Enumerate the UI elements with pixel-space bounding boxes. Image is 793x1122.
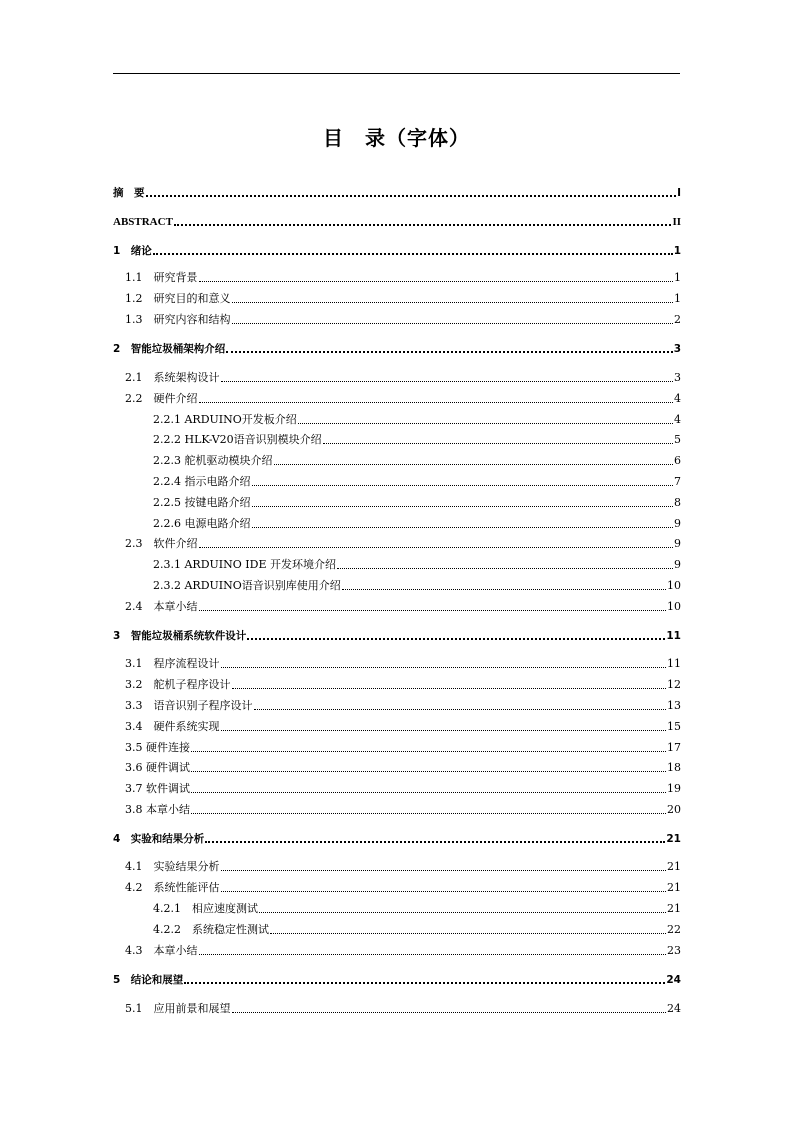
toc-entry[interactable]	[113, 578, 681, 594]
toc-entry[interactable]	[113, 214, 681, 230]
toc-entry-label: 2.3.2 ARDUINO语音识别库使用介绍	[153, 579, 341, 592]
toc-entry-page: 24	[667, 1002, 681, 1015]
toc-entry-page: 4	[674, 413, 681, 426]
toc-entry[interactable]	[113, 831, 681, 847]
toc-entry-label: 1.1 研究背景	[125, 271, 198, 284]
toc-leader-dots	[221, 659, 667, 668]
toc-entry-label: 2.1 系统架构设计	[125, 371, 220, 384]
toc-leader-dots	[232, 294, 674, 303]
header-rule	[113, 73, 680, 74]
toc-entry-page: 3	[673, 343, 681, 355]
toc-entry-label: 5 结论和展望	[113, 974, 184, 986]
toc-entry[interactable]	[113, 370, 681, 386]
toc-leader-dots	[221, 862, 667, 871]
toc-entry-label: 3.5 硬件连接	[125, 741, 190, 754]
toc-entry-label: 4.2 系统性能评估	[125, 881, 220, 894]
toc-entry[interactable]	[113, 972, 681, 988]
toc-entry-page: 12	[667, 678, 681, 691]
toc-entry-label: 2.3 软件介绍	[125, 537, 198, 550]
toc-leader-dots	[221, 883, 667, 892]
toc-leader-dots	[252, 477, 674, 486]
toc-entry-page: 21	[667, 860, 681, 873]
toc-entry[interactable]	[113, 453, 681, 469]
toc-entry-page: 4	[674, 392, 681, 405]
toc-entry-page: 11	[667, 657, 681, 670]
toc-entry[interactable]	[113, 474, 681, 490]
toc-leader-dots	[232, 680, 667, 689]
toc-entry[interactable]	[113, 922, 681, 938]
toc-entry[interactable]	[113, 781, 681, 797]
toc-leader-dots	[205, 833, 665, 843]
toc-entry[interactable]	[113, 599, 681, 615]
toc-entry-page: 9	[674, 537, 681, 550]
toc-leader-dots	[298, 415, 673, 424]
toc-entry[interactable]	[113, 943, 681, 959]
toc-entry-page: 11	[666, 630, 681, 642]
toc-entry[interactable]	[113, 536, 681, 552]
toc-entry-label: 2.2.5 按键电路介绍	[153, 496, 251, 509]
toc-leader-dots	[199, 273, 674, 282]
toc-entry-page: 21	[667, 881, 681, 894]
toc-entry-label: 2.3.1 ARDUINO IDE 开发环境介绍	[153, 558, 336, 571]
toc-entry-label: 2.2.2 HLK-V20语音识别模块介绍	[153, 433, 322, 446]
toc-entry-label: 3.2 舵机子程序设计	[125, 678, 231, 691]
toc-entry-page: 7	[674, 475, 681, 488]
toc-leader-dots	[199, 946, 667, 955]
page-title: 目 录（字体）	[323, 126, 470, 150]
toc-entry-label: 2.2.1 ARDUINO开发板介绍	[153, 413, 297, 426]
toc-leader-dots	[232, 1004, 667, 1013]
toc-entry-page: 10	[667, 579, 681, 592]
toc-entry-page: 24	[666, 974, 681, 986]
toc-entry[interactable]	[113, 802, 681, 818]
toc-entry[interactable]	[113, 516, 681, 532]
toc-leader-dots	[254, 701, 667, 710]
toc-entry-page: 9	[674, 558, 681, 571]
toc-entry[interactable]	[113, 341, 681, 357]
toc-entry-label: 2.4 本章小结	[125, 600, 198, 613]
toc-leader-dots	[252, 498, 674, 507]
toc-leader-dots	[274, 456, 674, 465]
toc-entry[interactable]	[113, 760, 681, 776]
toc-entry-label: 4.1 实验结果分析	[125, 860, 220, 873]
toc-leader-dots	[174, 216, 672, 226]
toc-leader-dots	[323, 435, 673, 444]
toc-entry-page: 5	[674, 433, 681, 446]
toc-leader-dots	[199, 394, 674, 403]
toc-entry-label: 4 实验和结果分析	[113, 833, 205, 845]
toc-entry-label: 1.3 研究内容和结构	[125, 313, 231, 326]
toc-entry-page: II	[672, 216, 681, 228]
toc-leader-dots	[270, 925, 666, 934]
toc-entry[interactable]	[113, 291, 681, 307]
toc-entry[interactable]	[113, 557, 681, 573]
toc-leader-dots	[191, 743, 666, 752]
toc-entry-label: 3 智能垃圾桶系统软件设计	[113, 630, 247, 642]
toc-entry-label: 4.2.2 系统稳定性测试	[153, 923, 269, 936]
toc-entry-label: 2.2 硬件介绍	[125, 392, 198, 405]
toc-entry-page: 1	[673, 245, 681, 257]
toc-entry-label: 4.2.1 相应速度测试	[153, 902, 258, 915]
toc-entry-label: 2 智能垃圾桶架构介绍	[113, 343, 226, 355]
toc-entry-page: 9	[674, 517, 681, 530]
toc-entry-page: 23	[667, 944, 681, 957]
toc-entry-label: 2.2.3 舵机驱动模块介绍	[153, 454, 273, 467]
toc-entry-label: 2.2.6 电源电路介绍	[153, 517, 251, 530]
toc-entry-label: 摘 要	[113, 187, 145, 199]
toc-leader-dots	[199, 602, 667, 611]
toc-entry-label: 3.1 程序流程设计	[125, 657, 220, 670]
toc-entry-page: 2	[674, 313, 681, 326]
toc-leader-dots	[259, 904, 666, 913]
toc-entry-page: I	[677, 187, 681, 199]
toc-leader-dots	[232, 315, 674, 324]
toc-entry[interactable]	[113, 719, 681, 735]
toc-entry-page: 15	[667, 720, 681, 733]
toc-entry[interactable]	[113, 901, 681, 917]
toc-leader-dots	[342, 581, 666, 590]
toc-entry-page: 13	[667, 699, 681, 712]
toc-entry-label: 3.3 语音识别子程序设计	[125, 699, 253, 712]
toc-entry[interactable]	[113, 880, 681, 896]
toc-leader-dots	[153, 245, 673, 255]
toc-entry-label: 1 绪论	[113, 245, 152, 257]
toc-entry[interactable]	[113, 312, 681, 328]
toc-leader-dots	[191, 805, 666, 814]
toc-leader-dots	[337, 560, 673, 569]
toc-entry-page: 3	[674, 371, 681, 384]
toc-entry-page: 21	[666, 833, 681, 845]
toc-leader-dots	[184, 974, 665, 984]
toc-entry-page: 20	[667, 803, 681, 816]
toc-entry-page: 1	[674, 292, 681, 305]
toc-entry[interactable]	[113, 185, 681, 201]
toc-leader-dots	[252, 519, 674, 528]
toc-entry[interactable]	[113, 740, 681, 756]
toc-entry-label: 3.6 硬件调试	[125, 761, 190, 774]
toc-entry[interactable]	[113, 412, 681, 428]
toc-entry[interactable]	[113, 391, 681, 407]
toc-entry-label: 2.2.4 指示电路介绍	[153, 475, 251, 488]
toc-entry[interactable]	[113, 1001, 681, 1017]
toc-entry[interactable]	[113, 677, 681, 693]
toc-entry[interactable]	[113, 656, 681, 672]
toc-entry-label: ABSTRACT	[113, 216, 173, 228]
toc-entry-label: 3.4 硬件系统实现	[125, 720, 220, 733]
toc-entry-label: 5.1 应用前景和展望	[125, 1002, 231, 1015]
toc-entry-page: 1	[674, 271, 681, 284]
toc-entry[interactable]	[113, 698, 681, 714]
toc-leader-dots	[191, 763, 666, 772]
toc-entry-label: 1.2 研究目的和意义	[125, 292, 231, 305]
toc-entry[interactable]	[113, 495, 681, 511]
toc-leader-dots	[221, 722, 667, 731]
toc-entry-label: 4.3 本章小结	[125, 944, 198, 957]
toc-leader-dots	[247, 630, 665, 640]
toc-entry-label: 3.8 本章小结	[125, 803, 190, 816]
toc-leader-dots	[221, 373, 674, 382]
toc-entry-page: 22	[667, 923, 681, 936]
toc-entry-page: 6	[674, 454, 681, 467]
toc-entry-page: 10	[667, 600, 681, 613]
toc-leader-dots	[226, 343, 672, 353]
toc-entry-page: 17	[667, 741, 681, 754]
toc-entry-page: 8	[674, 496, 681, 509]
toc-entry-page: 21	[667, 902, 681, 915]
toc-leader-dots	[146, 187, 677, 197]
toc-leader-dots	[191, 784, 666, 793]
toc-entry[interactable]	[113, 859, 681, 875]
toc-entry-page: 19	[667, 782, 681, 795]
toc-entry[interactable]	[113, 243, 681, 259]
toc-entry[interactable]	[113, 270, 681, 286]
toc-entry-page: 18	[667, 761, 681, 774]
toc-entry[interactable]	[113, 432, 681, 448]
toc-leader-dots	[199, 539, 674, 548]
toc-entry-label: 3.7 软件调试	[125, 782, 190, 795]
toc-entry[interactable]	[113, 628, 681, 644]
